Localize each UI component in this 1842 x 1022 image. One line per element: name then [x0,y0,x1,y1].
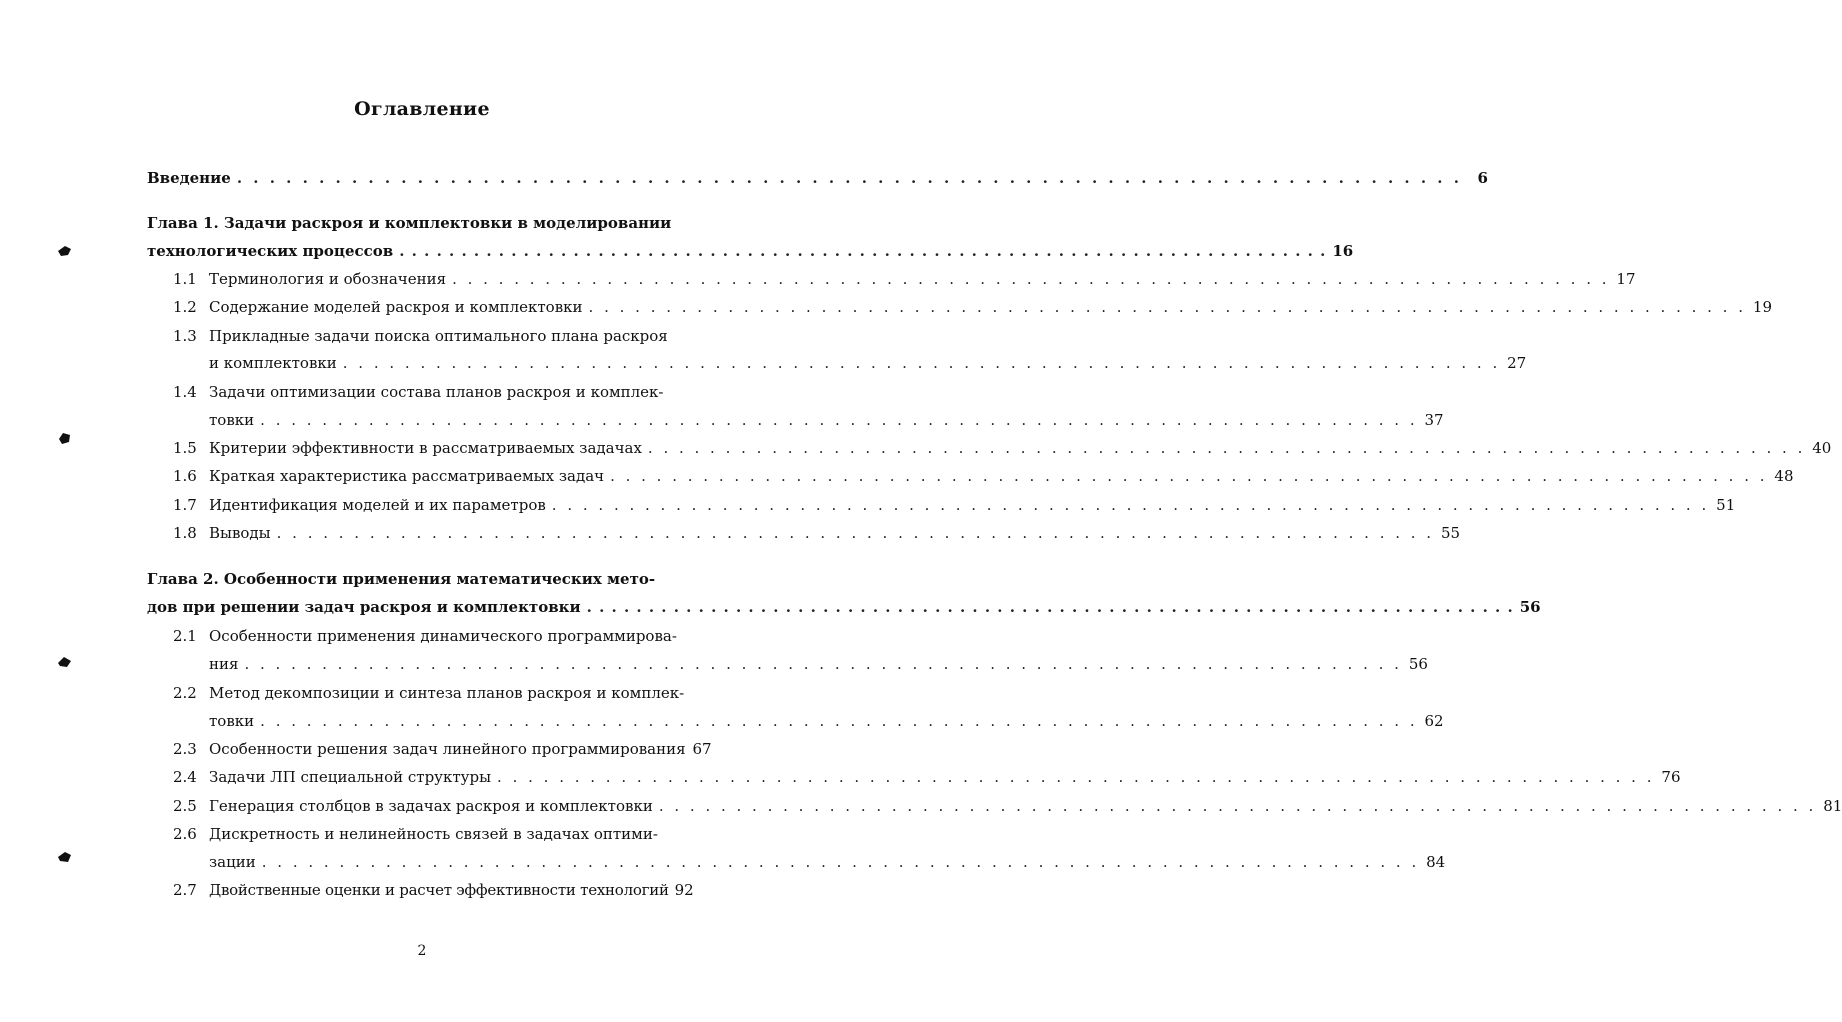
toc-page-number: 62 [1424,712,1444,730]
dot-leader: . . . . . . . . . . . . . . . . . . . . . . . . . . . . . . . . . . . . . . . . . . . . . . . . . . . . . . . . . . . . . . . . . . . . . . . . . . . [452,270,1610,288]
toc-entry-text: Идентификация моделей и их параметров [209,496,546,514]
toc-entry-text: технологических процессов [147,242,394,260]
toc-section-number: 1.1 [173,270,197,288]
toc-page-number: 19 [1752,298,1772,316]
toc-section-number: 2.1 [173,627,197,645]
toc-section-number: 1.2 [173,298,197,316]
toc-section-number: 2.7 [173,881,197,899]
toc-section-2-5[interactable] [173,795,1842,817]
toc-page-number: 81 [1823,797,1842,815]
toc-section-2-2-cont[interactable] [209,710,1444,732]
toc-entry-text: дов при решении задач раскроя и комплектовки [147,598,581,616]
toc-entry-text: Особенности решения задач линейного программирования [209,740,686,758]
toc-section-number: 1.5 [173,439,197,457]
toc-section-2-1-cont[interactable] [209,653,1428,675]
toc-section-number: 1.4 [173,383,197,401]
toc-entry-text: Метод декомпозиции и синтеза планов раскроя и комплек- [209,684,685,702]
toc-page-number: 51 [1716,496,1736,514]
toc-section-2-6[interactable] [173,823,699,845]
toc-entry-text: Прикладные задачи поиска оптимального плана раскроя [209,327,668,345]
toc-section-1-5[interactable] [173,437,1832,459]
toc-page-number: 56 [1519,598,1541,616]
toc-section-1-2[interactable] [173,296,1772,318]
toc-section-2-7[interactable] [173,879,699,901]
toc-entry-text: товки [209,712,255,730]
dot-leader: . . . . . . . . . . . . . . . . . . . . . . . . . . . . . . . . . . . . . . . . . . . . . . . . . . . . . . . . . . . . . . . . . . . . . . . . . . . [261,853,1420,871]
toc-entry-text: Дискретность и нелинейность связей в задачах оптими- [209,825,658,843]
toc-entry-text: Задачи оптимизации состава планов раскроя и комплек- [209,383,664,401]
toc-entry-text: Критерии эффективности в рассматриваемых задачах [209,439,642,457]
toc-entry-text: Краткая характеристика рассматриваемых задач [209,467,605,485]
dot-leader: . . . . . . . . . . . . . . . . . . . . . . . . . . . . . . . . . . . . . . . . . . . . . . . . . . . . . . . . . . . . . . . . . . . . . . . . . . . [551,496,1710,514]
toc-entry-text: Глава 1. Задачи раскроя и комплектовки в моделировании [147,214,672,232]
toc-entry-text: зации [209,853,256,871]
toc-chapter-2-heading[interactable] [147,568,699,590]
dot-leader: . . . . . . . . . . . . . . . . . . . . . . . . . . . . . . . . . . . . . . . . . . . . . . . . . . . . . . . . . . . . . . . . . . . . . . . . . . . [399,242,1327,260]
toc-entry-text: Терминология и обозначения [209,270,447,288]
toc-section-1-6[interactable] [173,465,1794,487]
punch-hole-mark-icon [56,430,72,446]
toc-entry-text: Введение [147,169,231,187]
toc-page-number: 40 [1812,439,1832,457]
toc-section-2-4[interactable] [173,766,1681,788]
toc-page-number: 48 [1774,467,1794,485]
toc-chapter-1-heading[interactable] [147,212,699,234]
dot-leader: . . . . . . . . . . . . . . . . . . . . . . . . . . . . . . . . . . . . . . . . . . . . . . . . . . . . . . . . . . . . . . . . . . . . . . . . . . . [586,598,1514,616]
toc-page-number: 55 [1440,524,1461,542]
toc-page-number: 17 [1616,270,1636,288]
toc-chapter-2-heading-cont[interactable] [147,596,1541,618]
toc-entry-text: Выводы [209,524,271,542]
page-number-footer: 2 [417,943,427,959]
toc-section-1-8[interactable] [173,522,1461,544]
toc-page-number: 6 [1477,169,1488,187]
toc-section-2-2[interactable] [173,682,699,704]
toc-section-number: 1.6 [173,467,197,485]
toc-page-number: 56 [1408,655,1428,673]
toc-section-number: 1.3 [173,327,197,345]
toc-entry-text: Двойственные оценки и расчет эффективности технологий [209,881,669,899]
dot-leader: . . . . . . . . . . . . . . . . . . . . . . . . . . . . . . . . . . . . . . . . . . . . . . . . . . . . . . . . . . . . . . . . . . . . . . . . . . . [260,712,1418,730]
toc-page-number: 92 [674,881,694,899]
page-title: Оглавление [354,98,490,120]
toc-section-number: 2.6 [173,825,197,843]
toc-section-2-1[interactable] [173,625,699,647]
toc-entry-text: Глава 2. Особенности применения математических мето- [147,570,656,588]
toc-section-2-6-cont[interactable] [209,851,1446,873]
dot-leader: . . . . . . . . . . . . . . . . . . . . . . . . . . . . . . . . . . . . . . . . . . . . . . . . . . . . . . . . . . . . . . . . . . . . . . . . . . . [244,655,1402,673]
dot-leader: . . . . . . . . . . . . . . . . . . . . . . . . . . . . . . . . . . . . . . . . . . . . . . . . . . . . . . . . . . . . . . . . . . . . . . . . . . . [588,298,1746,316]
toc-section-1-4[interactable] [173,381,699,403]
toc-section-number: 2.3 [173,740,197,758]
toc-page-number: 84 [1426,853,1446,871]
toc-section-1-4-cont[interactable] [209,409,1444,431]
punch-hole-mark-icon [56,849,72,865]
toc-entry-text: Задачи ЛП специальной структуры [209,768,492,786]
toc-section-number: 1.8 [173,524,197,542]
toc-section-number: 2.2 [173,684,197,702]
toc-section-1-3[interactable] [173,325,699,347]
toc-entry-text: Генерация столбцов в задачах раскроя и комплектовки [209,797,653,815]
toc-section-2-3[interactable] [173,738,712,760]
dot-leader: . . . . . . . . . . . . . . . . . . . . . . . . . . . . . . . . . . . . . . . . . . . . . . . . . . . . . . . . . . . . . . . . . . . . . . . . . . . [647,439,1806,457]
dot-leader: . . . . . . . . . . . . . . . . . . . . . . . . . . . . . . . . . . . . . . . . . . . . . . . . . . . . . . . . . . . . . . . . . . . . . . . . . . . [260,411,1418,429]
dot-leader: . . . . . . . . . . . . . . . . . . . . . . . . . . . . . . . . . . . . . . . . . . . . . . . . . . . . . . . . . . . . . . . . . . . . . . . . . . . [236,169,1462,187]
toc-section-1-7[interactable] [173,494,1736,516]
toc-section-number: 2.4 [173,768,197,786]
dot-leader: . . . . . . . . . . . . . . . . . . . . . . . . . . . . . . . . . . . . . . . . . . . . . . . . . . . . . . . . . . . . . . . . . . . . . . . . . . . [497,768,1655,786]
toc-entry-text: и комплектовки [209,354,337,372]
toc-page-number: 37 [1424,411,1444,429]
toc-chapter-1-heading-cont[interactable] [147,240,1354,262]
toc-section-1-1[interactable] [173,268,1636,290]
toc-page-number: 27 [1507,354,1527,372]
toc-section-number: 1.7 [173,496,197,514]
toc-entry-text: Особенности применения динамического программирова- [209,627,677,645]
toc-section-1-3-cont[interactable] [209,352,1527,374]
punch-hole-mark-icon [56,654,72,670]
dot-leader: . . . . . . . . . . . . . . . . . . . . . . . . . . . . . . . . . . . . . . . . . . . . . . . . . . . . . . . . . . . . . . . . . . . . . . . . . . . [658,797,1817,815]
toc-page-number: 16 [1332,242,1354,260]
dot-leader: . . . . . . . . . . . . . . . . . . . . . . . . . . . . . . . . . . . . . . . . . . . . . . . . . . . . . . . . . . . . . . . . . . . . . . . . . . . [610,467,1768,485]
dot-leader: . . . . . . . . . . . . . . . . . . . . . . . . . . . . . . . . . . . . . . . . . . . . . . . . . . . . . . . . . . . . . . . . . . . . . . . . . . . [342,354,1501,372]
toc-entry-text: Содержание моделей раскроя и комплектовки [209,298,583,316]
toc-section-number: 2.5 [173,797,197,815]
toc-entry-text: товки [209,411,255,429]
toc-page-number: 76 [1661,768,1681,786]
toc-entry-intro[interactable] [147,167,1488,189]
toc-page-number: 67 [692,740,712,758]
toc-entry-text: ния [209,655,239,673]
punch-hole-mark-icon [56,243,72,259]
dot-leader: . . . . . . . . . . . . . . . . . . . . . . . . . . . . . . . . . . . . . . . . . . . . . . . . . . . . . . . . . . . . . . . . . . . . . . . . . . . [276,524,1435,542]
